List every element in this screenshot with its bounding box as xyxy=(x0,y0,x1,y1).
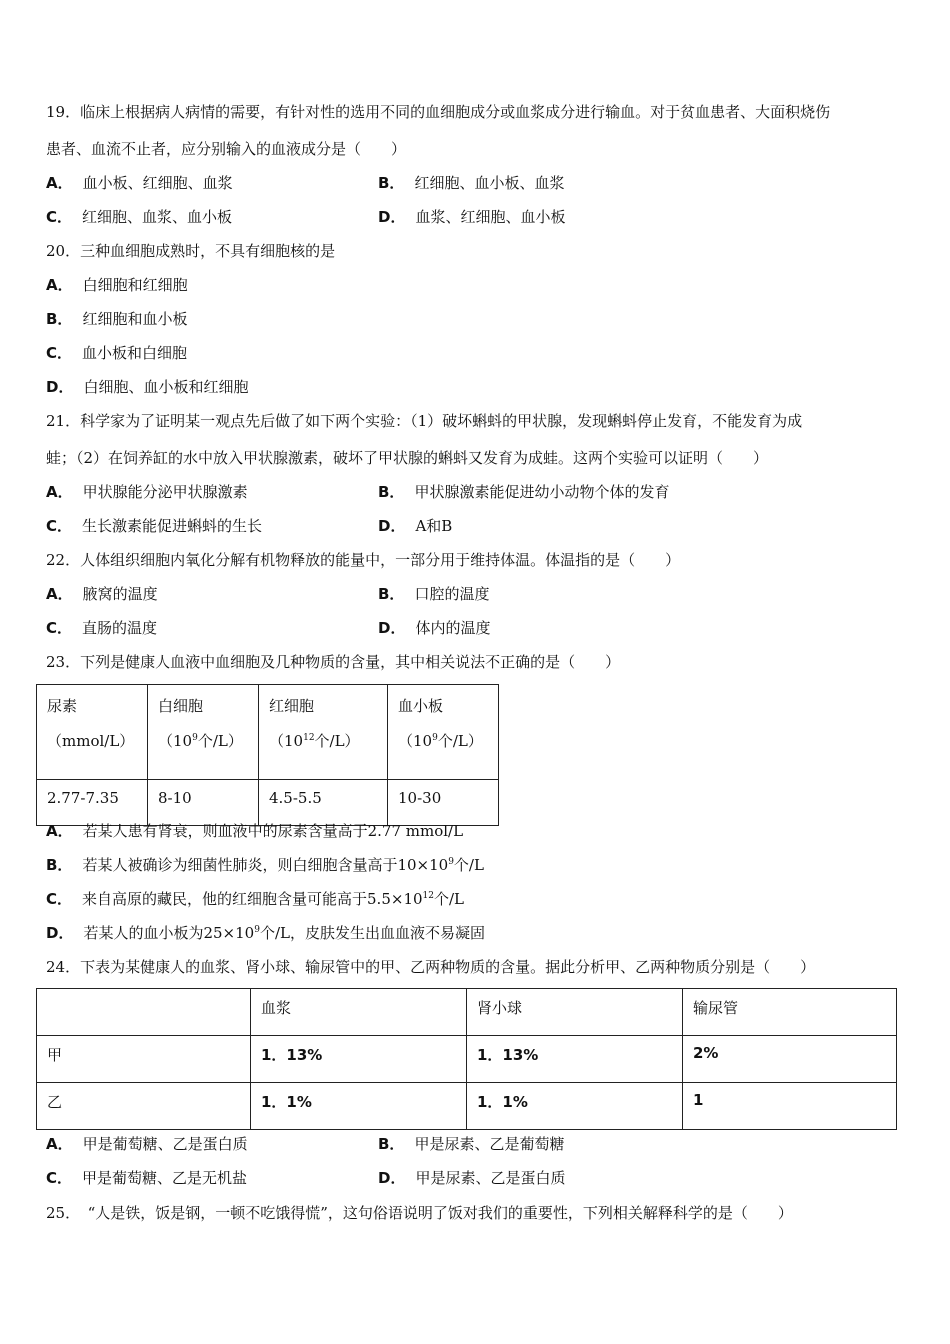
q22-option-c[interactable]: C． 直肠的温度 xyxy=(46,619,158,637)
q21-option-a[interactable]: A． 甲状腺能分泌甲状腺激素 xyxy=(46,483,248,501)
q24-option-b[interactable]: B． 甲是尿素、乙是葡萄糖 xyxy=(378,1135,565,1153)
table-header-cell: 血小板 （$10^9$个/L） xyxy=(388,685,499,780)
table-row xyxy=(37,1083,897,1130)
q24-option-d[interactable]: D． 甲是尿素、乙是蛋白质 xyxy=(378,1169,566,1187)
q19-option-b[interactable]: B． 红细胞、血小板、血浆 xyxy=(378,174,565,192)
q23-option-b[interactable]: B． 若某人被确诊为细菌性肺炎，则白细胞含量高于$10\times 10^9$个/L xyxy=(46,856,484,874)
table-row xyxy=(37,1036,897,1083)
table-cell: 甲 xyxy=(37,1036,251,1083)
q21-option-c[interactable]: C． 生长激素能促进蝌蚪的生长 xyxy=(46,517,263,535)
table-header-cell: 输尿管 xyxy=(683,989,897,1036)
q21-stem-line2: 蛙；（2）在饲养缸的水中放入甲状腺激素，破坏了甲状腺的蝌蚪又发育为成蛙。这两个实验可以证明（ ） xyxy=(46,449,769,467)
table-cell: 10-30 xyxy=(388,780,499,826)
q20-option-b[interactable]: B． 红细胞和血小板 xyxy=(46,310,188,328)
q23-option-c[interactable]: C． 来自高原的藏民，他的红细胞含量可能高于$5.5\times 10^{12}$个/L xyxy=(46,890,464,908)
q25-stem: 25． “人是铁，饭是钢，一顿不吃饿得慌”，这句俗语说明了饭对我们的重要性，下列相关解释科学的是（ ） xyxy=(46,1204,793,1222)
table-cell: 2% xyxy=(683,1036,897,1083)
table-cell: 1．13% xyxy=(251,1036,467,1083)
q24-substance-table xyxy=(36,988,897,1130)
table-cell: 1 xyxy=(683,1083,897,1130)
q21-stem-line1: 21．科学家为了证明某一观点先后做了如下两个实验：（1）破坏蝌蚪的甲状腺，发现蝌蚪停止发育，不能发育为成 xyxy=(46,412,803,430)
q24-stem: 24．下表为某健康人的血浆、肾小球、输尿管中的甲、乙两种物质的含量。据此分析甲、乙两种物质分别是（ ） xyxy=(46,958,816,976)
q23-stem: 23．下列是健康人血液中血细胞及几种物质的含量，其中相关说法不正确的是（ ） xyxy=(46,653,621,671)
table-cell: 4.5-5.5 xyxy=(259,780,388,826)
table-header-cell xyxy=(37,989,251,1036)
table-header-cell: 肾小球 xyxy=(467,989,683,1036)
q24-option-c[interactable]: C． 甲是葡萄糖、乙是无机盐 xyxy=(46,1169,248,1187)
q19-stem-line1: 19．临床上根据病人病情的需要，有针对性的选用不同的血细胞成分或血浆成分进行输血。对于贫血患者、大面积烧伤 xyxy=(46,103,831,121)
table-header-cell: 红细胞 （$10^{12}$个/L） xyxy=(259,685,388,780)
q20-stem: 20．三种血细胞成熟时，不具有细胞核的是 xyxy=(46,242,336,260)
table-header-cell: 白细胞 （$10^9$个/L） xyxy=(148,685,259,780)
table-cell: 8-10 xyxy=(148,780,259,826)
q19-option-c[interactable]: C． 红细胞、血浆、血小板 xyxy=(46,208,233,226)
q23-option-a[interactable]: A． 若某人患有肾衰，则血液中的尿素含量高于2.77 mmol/L xyxy=(46,822,464,840)
q20-option-c[interactable]: C． 血小板和白细胞 xyxy=(46,344,188,362)
table-header-cell: 尿素 （mmol/L） xyxy=(37,685,148,780)
q21-option-b[interactable]: B． 甲状腺激素能促进幼小动物个体的发育 xyxy=(378,483,670,501)
q23-option-d[interactable]: D． 若某人的血小板为$25\times 10^9$个/L，皮肤发生出血血液不易凝固 xyxy=(46,924,485,942)
q22-option-a[interactable]: A． 腋窝的温度 xyxy=(46,585,158,603)
q19-option-d[interactable]: D． 血浆、红细胞、血小板 xyxy=(378,208,566,226)
table-cell: 乙 xyxy=(37,1083,251,1130)
table-cell: 1．13% xyxy=(467,1036,683,1083)
table-cell: 2.77-7.35 xyxy=(37,780,148,826)
table-cell: 1．1% xyxy=(467,1083,683,1130)
q22-option-d[interactable]: D． 体内的温度 xyxy=(378,619,491,637)
q22-option-b[interactable]: B． 口腔的温度 xyxy=(378,585,490,603)
q21-option-d[interactable]: D． A和B xyxy=(378,517,453,535)
q22-stem: 22．人体组织细胞内氧化分解有机物释放的能量中，一部分用于维持体温。体温指的是（ ） xyxy=(46,551,681,569)
q20-option-d[interactable]: D． 白细胞、血小板和红细胞 xyxy=(46,378,249,396)
q19-option-a[interactable]: A． 血小板、红细胞、血浆 xyxy=(46,174,233,192)
q23-blood-table xyxy=(36,684,499,826)
q24-option-a[interactable]: A． 甲是葡萄糖、乙是蛋白质 xyxy=(46,1135,248,1153)
q19-stem-line2: 患者、血流不止者，应分别输入的血液成分是（ ） xyxy=(46,140,407,158)
q20-option-a[interactable]: A． 白细胞和红细胞 xyxy=(46,276,188,294)
table-cell: 1．1% xyxy=(251,1083,467,1130)
table-header-cell: 血浆 xyxy=(251,989,467,1036)
